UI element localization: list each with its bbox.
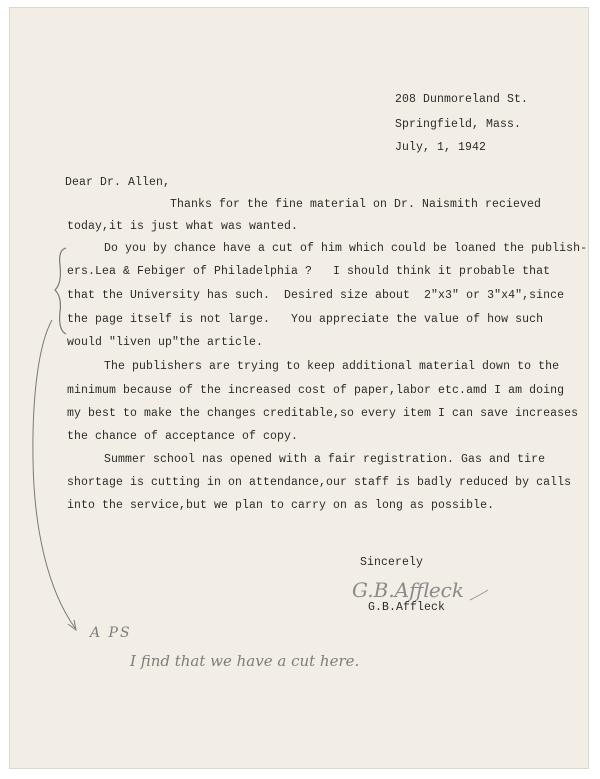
- body-line: Thanks for the fine material on Dr. Naismith recieved: [170, 198, 542, 211]
- letter-date: July, 1, 1942: [395, 141, 487, 154]
- body-line: my best to make the changes creditable,so every item I can save increases: [67, 407, 579, 420]
- body-line: that the University has such. Desired size about 2"x3" or 3"x4",since: [67, 289, 565, 302]
- handwritten-signature: G.B.Affleck: [352, 578, 464, 602]
- body-line: minimum because of the increased cost of paper,labor etc.amd I am doing: [67, 384, 565, 397]
- closing: Sincerely: [360, 556, 424, 569]
- address-street: 208 Dunmoreland St.: [395, 93, 529, 106]
- body-line: into the service,but we plan to carry on as long as possible.: [67, 499, 495, 512]
- body-line: The publishers are trying to keep additional material down to the: [104, 360, 560, 373]
- arrowhead-icon: [68, 620, 76, 630]
- address-city: Springfield, Mass.: [395, 118, 522, 131]
- salutation: Dear Dr. Allen,: [65, 176, 171, 189]
- body-line: Summer school nas opened with a fair registration. Gas and tire: [104, 453, 546, 466]
- body-line: Do you by chance have a cut of him which could be loaned the publish-: [104, 242, 588, 255]
- typed-signature: G.B.Affleck: [368, 601, 446, 614]
- ps-marker: A PS: [90, 625, 132, 641]
- body-line: the page itself is not large. You appreciate the value of how such: [67, 313, 544, 326]
- body-line: ers.Lea & Febiger of Philadelphia ? I should think it probable that: [67, 265, 551, 278]
- body-line: shortage is cutting in on attendance,our staff is badly reduced by calls: [67, 476, 572, 489]
- margin-bracket: [55, 248, 66, 334]
- body-line: today,it is just what was wanted.: [67, 220, 299, 233]
- body-line: the chance of acceptance of copy.: [67, 430, 299, 443]
- signature-flourish: [470, 590, 488, 600]
- body-line: would "liven up"the article.: [67, 336, 264, 349]
- margin-arrow: [33, 320, 75, 628]
- handwritten-ps-note: I find that we have a cut here.: [130, 652, 360, 670]
